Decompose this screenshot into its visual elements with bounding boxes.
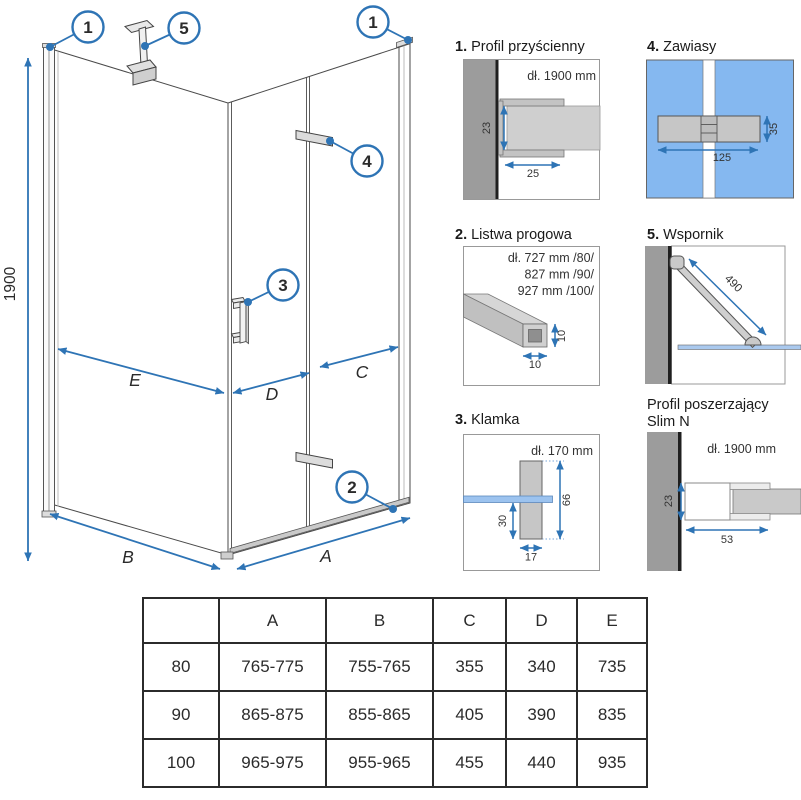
shower-isometric-drawing	[0, 0, 445, 600]
square-tube	[464, 294, 548, 347]
dimension-height-1900	[2, 58, 28, 561]
size-cell: 855-865	[326, 691, 433, 739]
hinge-knuckle	[701, 116, 717, 142]
glass-strip	[464, 496, 553, 503]
dim-length: 490	[722, 272, 745, 295]
svg-text:3: 3	[278, 276, 288, 295]
dim-h: 10	[556, 329, 568, 343]
panel-title-listwa-progowa: 2. Listwa progowa	[455, 227, 572, 243]
size-cell: 935	[577, 739, 647, 787]
length-label: dł. 1900 mm	[527, 69, 596, 83]
dim-depth: 23	[481, 121, 493, 135]
glass-pane	[733, 489, 801, 514]
size-cell: 340	[506, 643, 577, 691]
length-90: 827 mm /90/	[524, 267, 594, 282]
panel-zawiasy	[646, 58, 795, 199]
table-row	[143, 691, 647, 739]
profile-bottom-flange	[500, 150, 564, 157]
panel-listwa-progowa	[463, 246, 600, 386]
wall-strip	[645, 246, 668, 384]
size-cell: 90	[143, 691, 219, 739]
dim-width: 17	[524, 551, 538, 564]
size-cell: 765-775	[219, 643, 326, 691]
left-glass-wall	[55, 50, 229, 555]
dim-d-label: D	[265, 384, 279, 404]
dim-a-label: A	[320, 546, 332, 566]
svg-text:4: 4	[362, 152, 372, 171]
length-label: dł. 170 mm	[531, 444, 593, 458]
size-cell: 100	[143, 739, 219, 787]
table-row	[143, 643, 647, 691]
svg-text:1: 1	[368, 13, 378, 32]
profile-top-arm	[730, 483, 770, 490]
header-cell	[143, 598, 219, 643]
height-label: 1900	[2, 266, 19, 302]
callout-wall-profile-left	[46, 12, 104, 52]
panel-title-zawiasy: 4. Zawiasy	[647, 39, 717, 55]
dim-total: 66	[561, 493, 573, 507]
panel-title-klamka: 3. Klamka	[455, 412, 520, 428]
size-cell: 440	[506, 739, 577, 787]
dim-width: 53	[720, 534, 734, 546]
size-cell: 735	[577, 643, 647, 691]
length-80: dł. 727 mm /80/	[507, 251, 594, 265]
dim-e-label: E	[129, 370, 141, 390]
dim-lower: 30	[497, 514, 509, 528]
dim-b-label: B	[122, 547, 134, 567]
size-cell: 865-875	[219, 691, 326, 739]
panel-profil-przyscienny	[463, 59, 600, 200]
panel-klamka	[463, 434, 600, 571]
header-cell: A	[219, 598, 326, 643]
profile-top-flange	[500, 99, 564, 106]
support-bar	[676, 263, 758, 348]
panel-title-profil-poszerzajacy: Profil poszerzający Slim N	[647, 397, 769, 430]
dim-depth: 23	[663, 494, 675, 508]
size-cell: 835	[577, 691, 647, 739]
glass-pane	[507, 106, 600, 150]
callout-bracket	[141, 13, 200, 51]
size-cell: 405	[433, 691, 506, 739]
header-cell: C	[433, 598, 506, 643]
glass-top-view	[678, 345, 801, 350]
size-cell: 355	[433, 643, 506, 691]
panel-profil-poszerzajacy	[645, 430, 801, 571]
size-cell: 455	[433, 739, 506, 787]
size-cell: 955-965	[326, 739, 433, 787]
dim-length: 125	[712, 152, 732, 164]
svg-text:5: 5	[179, 19, 189, 38]
panel-title-wspornik: 5. Wspornik	[647, 227, 724, 243]
wall-mount	[670, 256, 684, 269]
panel-wspornik	[645, 240, 801, 386]
svg-text:2: 2	[347, 478, 357, 497]
size-table	[142, 597, 648, 788]
dim-w: 10	[528, 359, 542, 371]
profile-bottom-arm	[730, 514, 770, 521]
header-cell: D	[506, 598, 577, 643]
front-face	[228, 37, 413, 555]
size-cell: 80	[143, 643, 219, 691]
panel-title-profil-przyscienny: 1. Profil przyścienny	[455, 39, 585, 55]
callout-wall-profile-right	[358, 7, 413, 45]
table-header-row	[143, 598, 647, 643]
profile-body	[685, 483, 730, 520]
profile-back	[499, 101, 504, 155]
size-cell: 755-765	[326, 643, 433, 691]
dim-width: 25	[526, 168, 540, 180]
wall-profile-left	[42, 44, 56, 518]
table-row	[143, 739, 647, 787]
dim-height: 35	[768, 122, 780, 136]
header-cell: E	[577, 598, 647, 643]
length-100: 927 mm /100/	[517, 284, 594, 298]
dim-c-label: C	[355, 362, 369, 382]
size-cell: 965-975	[219, 739, 326, 787]
length-label: dł. 1900 mm	[707, 442, 776, 456]
size-cell: 390	[506, 691, 577, 739]
svg-text:1: 1	[83, 18, 93, 37]
header-cell: B	[326, 598, 433, 643]
